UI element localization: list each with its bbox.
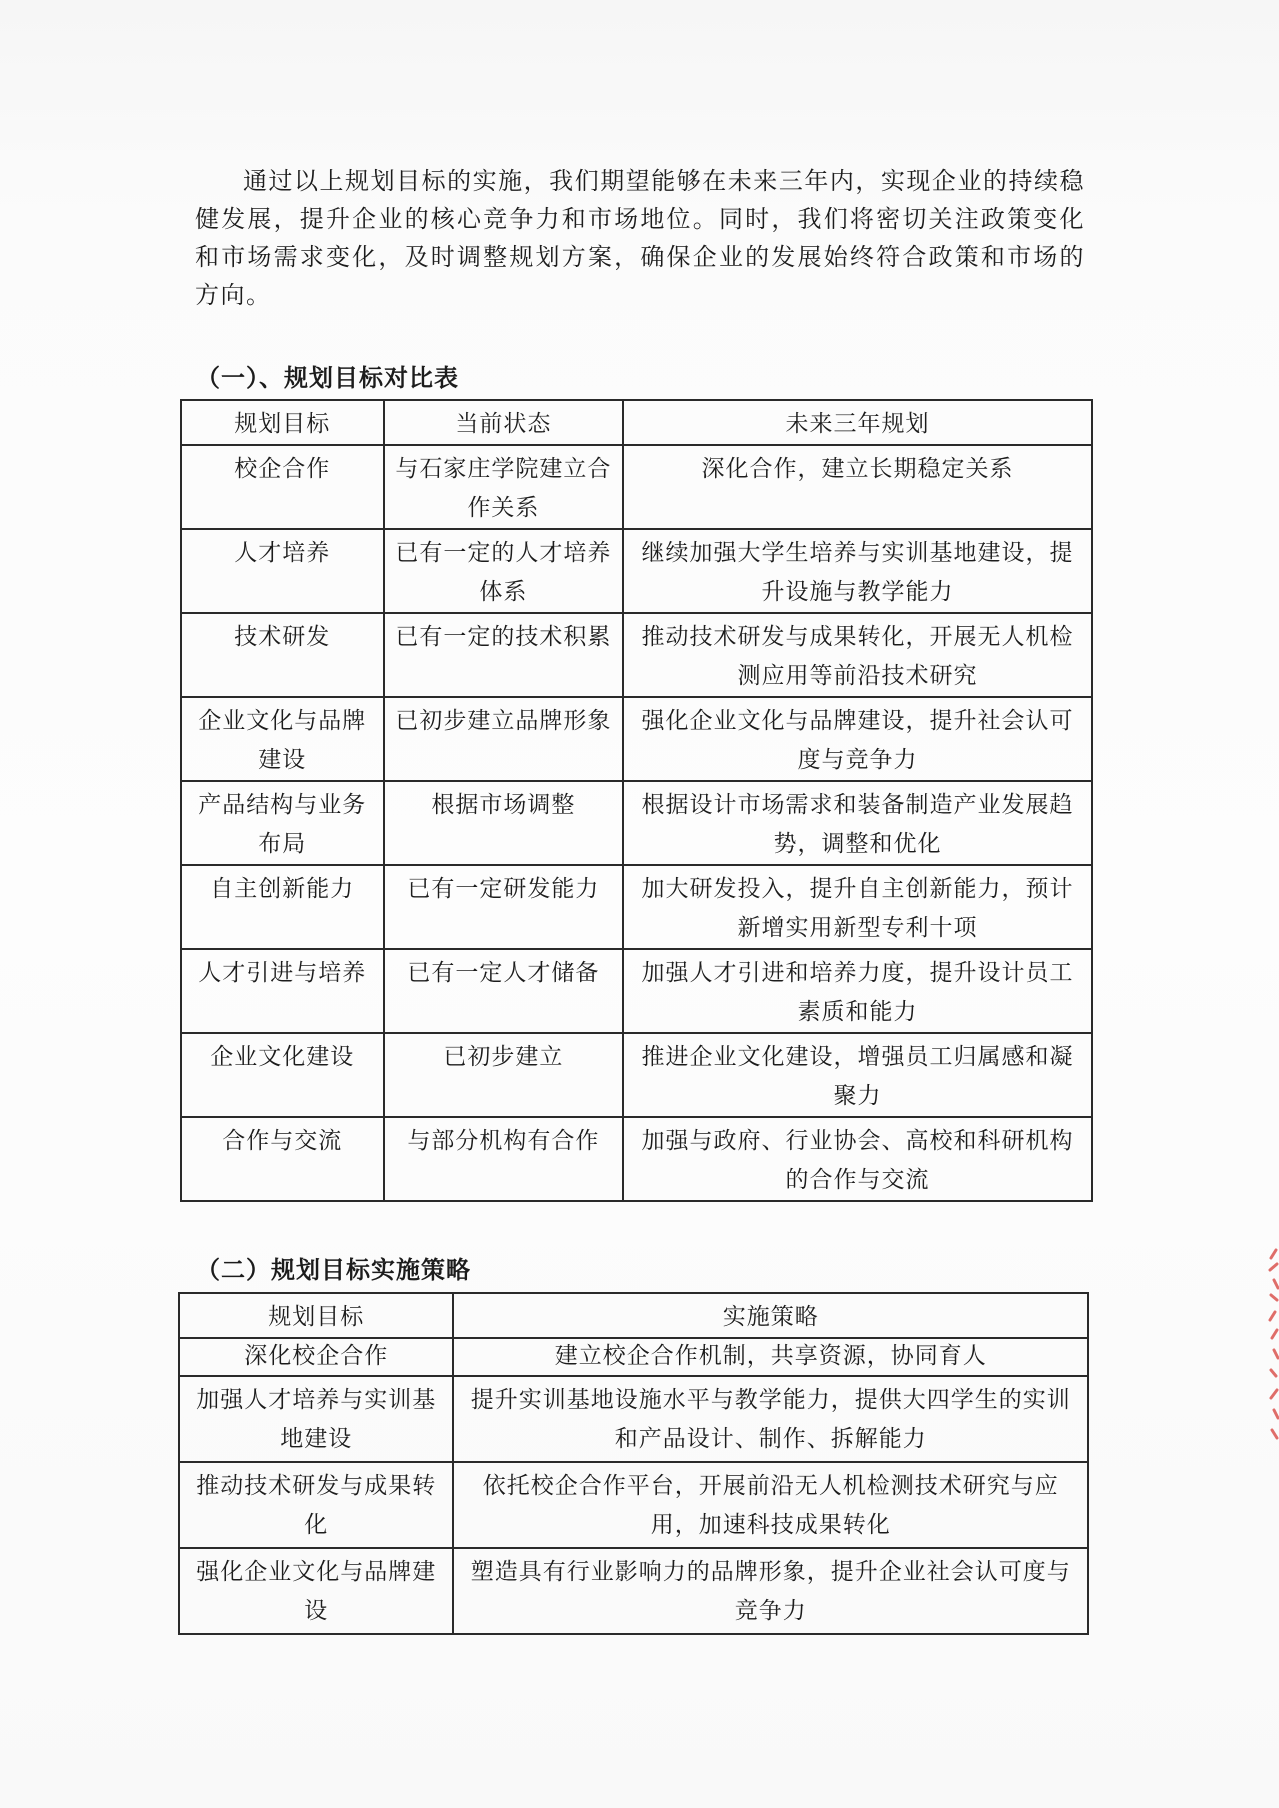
header-current-status: 当前状态	[384, 400, 623, 445]
seal-stamp-edge	[1262, 1240, 1279, 1450]
table-row	[179, 1338, 1088, 1376]
cell-current: 已初步建立品牌形象	[384, 697, 623, 781]
cell-current: 与石家庄学院建立合作关系	[384, 445, 623, 529]
table-header-row	[181, 400, 1092, 445]
cell-strategy: 提升实训基地设施水平与教学能力，提供大四学生的实训和产品设计、制作、拆解能力	[453, 1376, 1088, 1462]
cell-goal: 校企合作	[181, 445, 384, 529]
cell-plan: 继续加强大学生培养与实训基地建设，提升设施与教学能力	[623, 529, 1092, 613]
cell-goal: 人才培养	[181, 529, 384, 613]
section-2-title: （二）规划目标实施策略	[196, 1255, 471, 1284]
cell-plan: 深化合作，建立长期稳定关系	[623, 445, 1092, 529]
table-row	[181, 949, 1092, 1033]
cell-goal: 推动技术研发与成果转化	[179, 1462, 453, 1548]
cell-goal: 技术研发	[181, 613, 384, 697]
cell-plan: 强化企业文化与品牌建设，提升社会认可度与竞争力	[623, 697, 1092, 781]
table-header-row	[179, 1293, 1088, 1338]
intro-paragraph: 通过以上规划目标的实施，我们期望能够在未来三年内，实现企业的持续稳健发展，提升企业的核心竞争力和市场地位。同时，我们将密切关注政策变化和市场需求变化，及时调整规划方案，确保企业的发展始终符合政策和市场的方向。	[195, 167, 1085, 309]
cell-plan: 根据设计市场需求和装备制造产业发展趋势，调整和优化	[623, 781, 1092, 865]
strategy-table	[178, 1292, 1089, 1635]
cell-strategy: 建立校企合作机制，共享资源，协同育人	[453, 1338, 1088, 1376]
section-1-title: （一）、规划目标对比表	[196, 363, 459, 392]
table-row	[181, 613, 1092, 697]
header-three-year-plan: 未来三年规划	[623, 400, 1092, 445]
table-row	[181, 529, 1092, 613]
cell-current: 已有一定的技术积累	[384, 613, 623, 697]
cell-current: 已有一定的人才培养体系	[384, 529, 623, 613]
cell-plan: 加大研发投入，提升自主创新能力，预计新增实用新型专利十项	[623, 865, 1092, 949]
table-row	[181, 781, 1092, 865]
header-strategy: 实施策略	[453, 1293, 1088, 1338]
cell-current: 根据市场调整	[384, 781, 623, 865]
cell-strategy: 塑造具有行业影响力的品牌形象，提升企业社会认可度与竞争力	[453, 1548, 1088, 1634]
cell-current: 已有一定人才储备	[384, 949, 623, 1033]
cell-current: 已初步建立	[384, 1033, 623, 1117]
header-goal: 规划目标	[179, 1293, 453, 1338]
table-row	[179, 1548, 1088, 1634]
cell-plan: 推进企业文化建设，增强员工归属感和凝聚力	[623, 1033, 1092, 1117]
table-row	[181, 1033, 1092, 1117]
table-row	[181, 697, 1092, 781]
cell-goal: 加强人才培养与实训基地建设	[179, 1376, 453, 1462]
cell-goal: 强化企业文化与品牌建设	[179, 1548, 453, 1634]
table-row	[179, 1462, 1088, 1548]
header-goal: 规划目标	[181, 400, 384, 445]
goal-comparison-table	[180, 399, 1093, 1202]
table-row	[181, 1117, 1092, 1201]
table-row	[181, 865, 1092, 949]
cell-current: 已有一定研发能力	[384, 865, 623, 949]
cell-plan: 加强人才引进和培养力度，提升设计员工素质和能力	[623, 949, 1092, 1033]
cell-strategy: 依托校企合作平台，开展前沿无人机检测技术研究与应用，加速科技成果转化	[453, 1462, 1088, 1548]
cell-goal: 合作与交流	[181, 1117, 384, 1201]
cell-goal: 产品结构与业务布局	[181, 781, 384, 865]
cell-goal: 企业文化与品牌建设	[181, 697, 384, 781]
cell-goal: 企业文化建设	[181, 1033, 384, 1117]
cell-goal: 深化校企合作	[179, 1338, 453, 1376]
cell-current: 与部分机构有合作	[384, 1117, 623, 1201]
table-row	[181, 445, 1092, 529]
cell-goal: 人才引进与培养	[181, 949, 384, 1033]
cell-goal: 自主创新能力	[181, 865, 384, 949]
cell-plan: 加强与政府、行业协会、高校和科研机构的合作与交流	[623, 1117, 1092, 1201]
cell-plan: 推动技术研发与成果转化，开展无人机检测应用等前沿技术研究	[623, 613, 1092, 697]
table-row	[179, 1376, 1088, 1462]
